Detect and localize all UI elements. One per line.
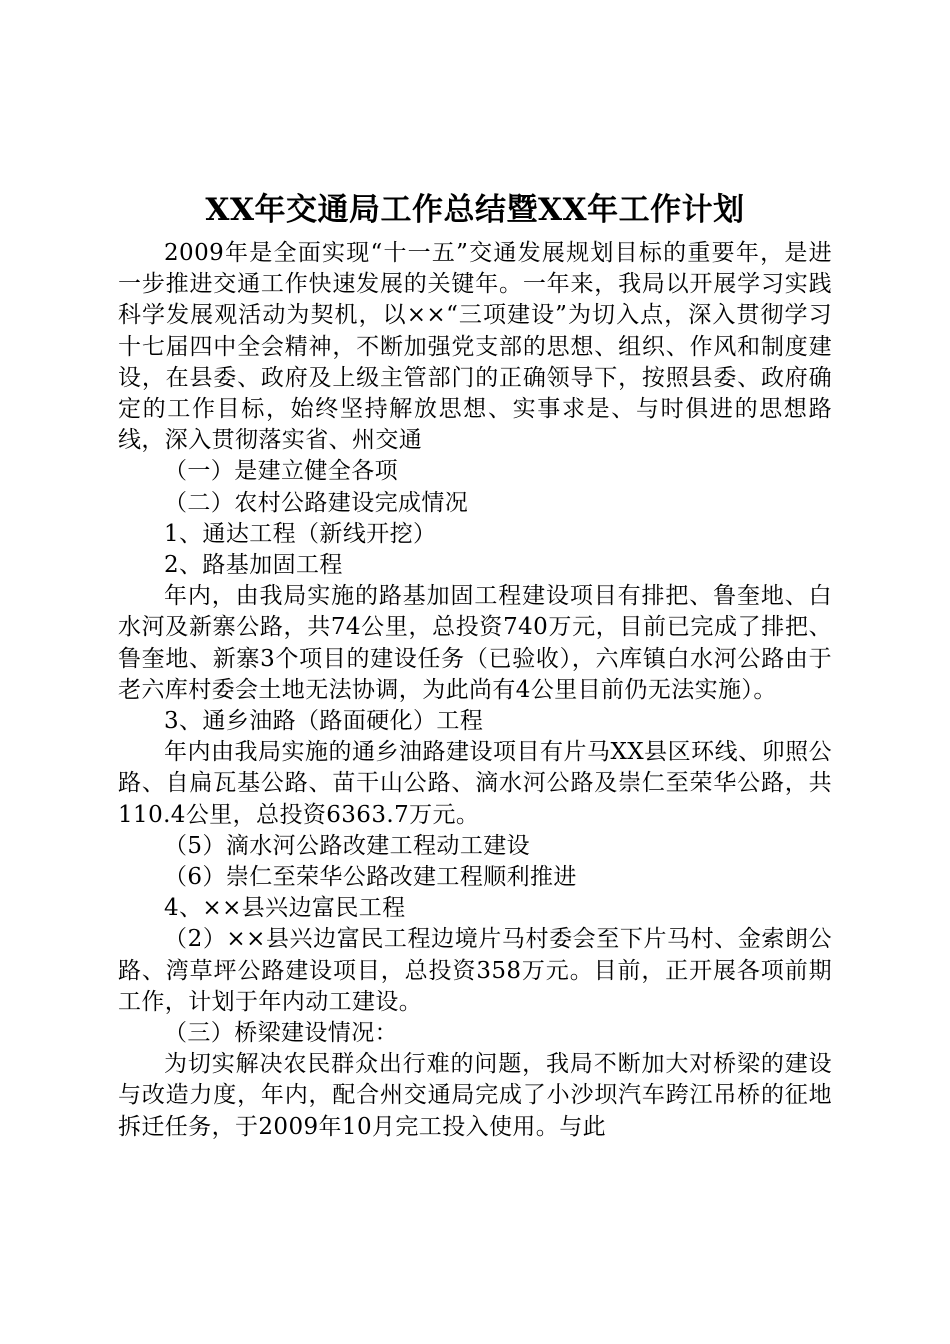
- section-heading: （二）农村公路建设完成情况: [164, 489, 469, 516]
- section-heading: （三）桥梁建设情况：: [164, 1020, 398, 1047]
- section-heading: （一）是建立健全各项: [164, 458, 398, 485]
- subsection-heading: 3、通乡油路（路面硬化）工程: [164, 708, 484, 735]
- subsection-heading: 2、路基加固工程: [164, 552, 343, 579]
- list-item: （6）崇仁至荣华公路改建工程顺利推进: [164, 864, 577, 891]
- list-item: （5）滴水河公路改建工程动工建设: [164, 832, 531, 859]
- subsection-heading: 4、××县兴边富民工程: [164, 895, 406, 922]
- body-paragraph: 年内由我局实施的通乡油路建设项目有片马XX县区环线、卯照公路、自扁瓦基公路、苗干山公路、滴水河公路及崇仁至荣华公路，共110.4公里，总投资6363.7万元。: [118, 739, 832, 828]
- intro-paragraph: 2009年是全面实现“十一五”交通发展规划目标的重要年，是进一步推进交通工作快速发展的关键年。一年来，我局以开展学习实践科学发展观活动为契机，以××“三项建设”为切入点，深入贯彻学习十七届四中全会精神，不断加强党支部的思想、组织、作风和制度建设，在县委、政府及上级主管部门的正确领导下，按照县委、政府确定的工作目标，始终坚持解放思想、实事求是、与时俱进的思想路线，深入贯彻落实省、州交通: [118, 240, 832, 454]
- subsection-heading: 1、通达工程（新线开挖）: [164, 520, 437, 547]
- body-paragraph: 年内，由我局实施的路基加固工程建设项目有排把、鲁奎地、白水河及新寨公路，共74公里，总投资740万元，目前已完成了排把、鲁奎地、新寨3个项目的建设任务（已验收），六库镇白水河公路由于老六库村委会土地无法协调，为此尚有4公里目前仍无法实施）。: [118, 583, 832, 703]
- body-paragraph: （2）××县兴边富民工程边境片马村委会至下片马村、金索朗公路、湾草坪公路建设项目，总投资358万元。目前，正开展各项前期工作，计划于年内动工建设。: [118, 926, 832, 1015]
- document-body: [118, 186, 832, 1143]
- body-paragraph: 为切实解决农民群众出行难的问题，我局不断加大对桥梁的建设与改造力度，年内，配合州交通局完成了小沙坝汽车跨江吊桥的征地拆迁任务，于2009年10月完工投入使用。与此: [118, 1051, 832, 1140]
- document-title: XX年交通局工作总结暨XX年工作计划: [205, 192, 745, 228]
